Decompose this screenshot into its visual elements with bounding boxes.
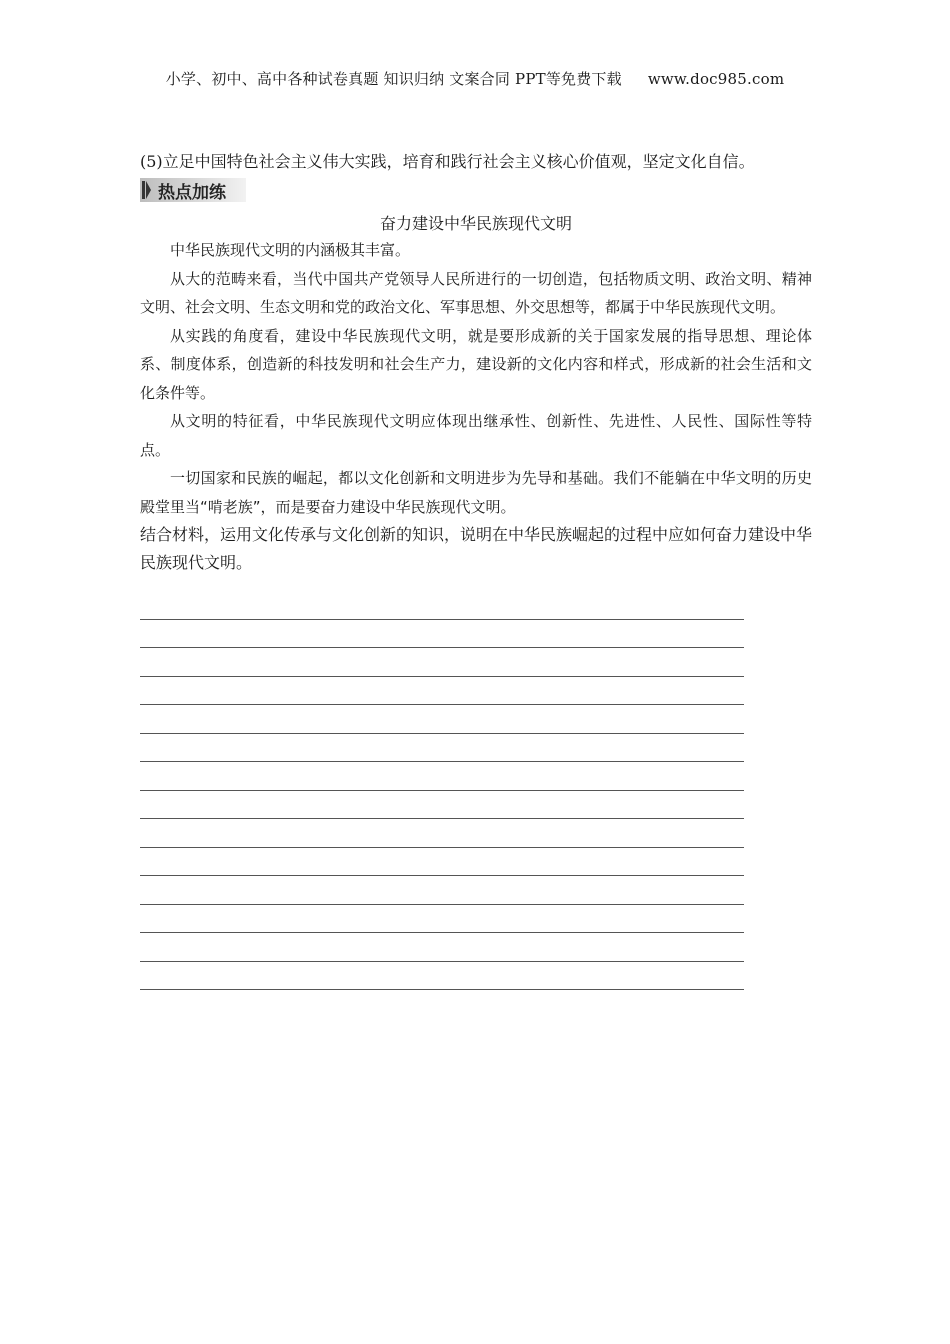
answer-line[interactable]: [140, 962, 744, 991]
answer-line[interactable]: [140, 876, 744, 905]
section-heading: [140, 178, 246, 202]
answer-line[interactable]: [140, 734, 744, 763]
answer-line[interactable]: [140, 677, 744, 706]
article-paragraph: 一切国家和民族的崛起，都以文化创新和文明进步为先导和基础。我们不能躺在中华文明的历史殿堂里当“啃老族”，而是要奋力建设中华民族现代文明。: [140, 469, 812, 516]
answer-line[interactable]: [140, 762, 744, 791]
answer-line[interactable]: [140, 933, 744, 962]
article-paragraph: 中华民族现代文明的内涵极其丰富。: [170, 241, 411, 259]
header-text: 小学、初中、高中各种试卷真题 知识归纳 文案合同 PPT等免费下载: [165, 70, 622, 88]
answer-line[interactable]: [140, 648, 744, 677]
answer-line[interactable]: [140, 705, 744, 734]
article-paragraph: 从大的范畴来看，当代中国共产党领导人民所进行的一切创造，包括物质文明、政治文明、精神文明、社会文明、生态文明和党的政治文化、军事思想、外交思想等，都属于中华民族现代文明。: [140, 269, 812, 316]
section-marker-icon: [142, 181, 150, 199]
item-5: (5)立足中国特色社会主义伟大实践，培育和践行社会主义核心价值观，坚定文化自信。: [140, 152, 755, 171]
header-site[interactable]: www.doc985.com: [647, 70, 785, 88]
article-paragraph: 从文明的特征看，中华民族现代文明应体现出继承性、创新性、先进性、人民性、国际性等特点。: [140, 412, 812, 459]
article-title: 奋力建设中华民族现代文明: [379, 214, 572, 233]
answer-line[interactable]: [140, 819, 744, 848]
answer-lines[interactable]: [140, 591, 744, 990]
question-prompt: 结合材料，运用文化传承与文化创新的知识，说明在中华民族崛起的过程中应如何奋力建设中华民族现代文明。: [140, 525, 813, 572]
answer-line[interactable]: [140, 591, 744, 620]
article-paragraph: 从实践的角度看，建设中华民族现代文明，就是要形成新的关于国家发展的指导思想、理论体系、制度体系，创造新的科技发明和社会生产力，建设新的文化内容和样式，形成新的社会生活和文化条件等。: [140, 326, 812, 402]
page-content: [140, 150, 812, 990]
section-title: 热点加练: [158, 182, 226, 203]
answer-line[interactable]: [140, 848, 744, 877]
answer-line[interactable]: [140, 905, 744, 934]
answer-line[interactable]: [140, 791, 744, 820]
answer-line[interactable]: [140, 620, 744, 649]
article-body: [140, 236, 812, 521]
page-header: [0, 68, 950, 89]
